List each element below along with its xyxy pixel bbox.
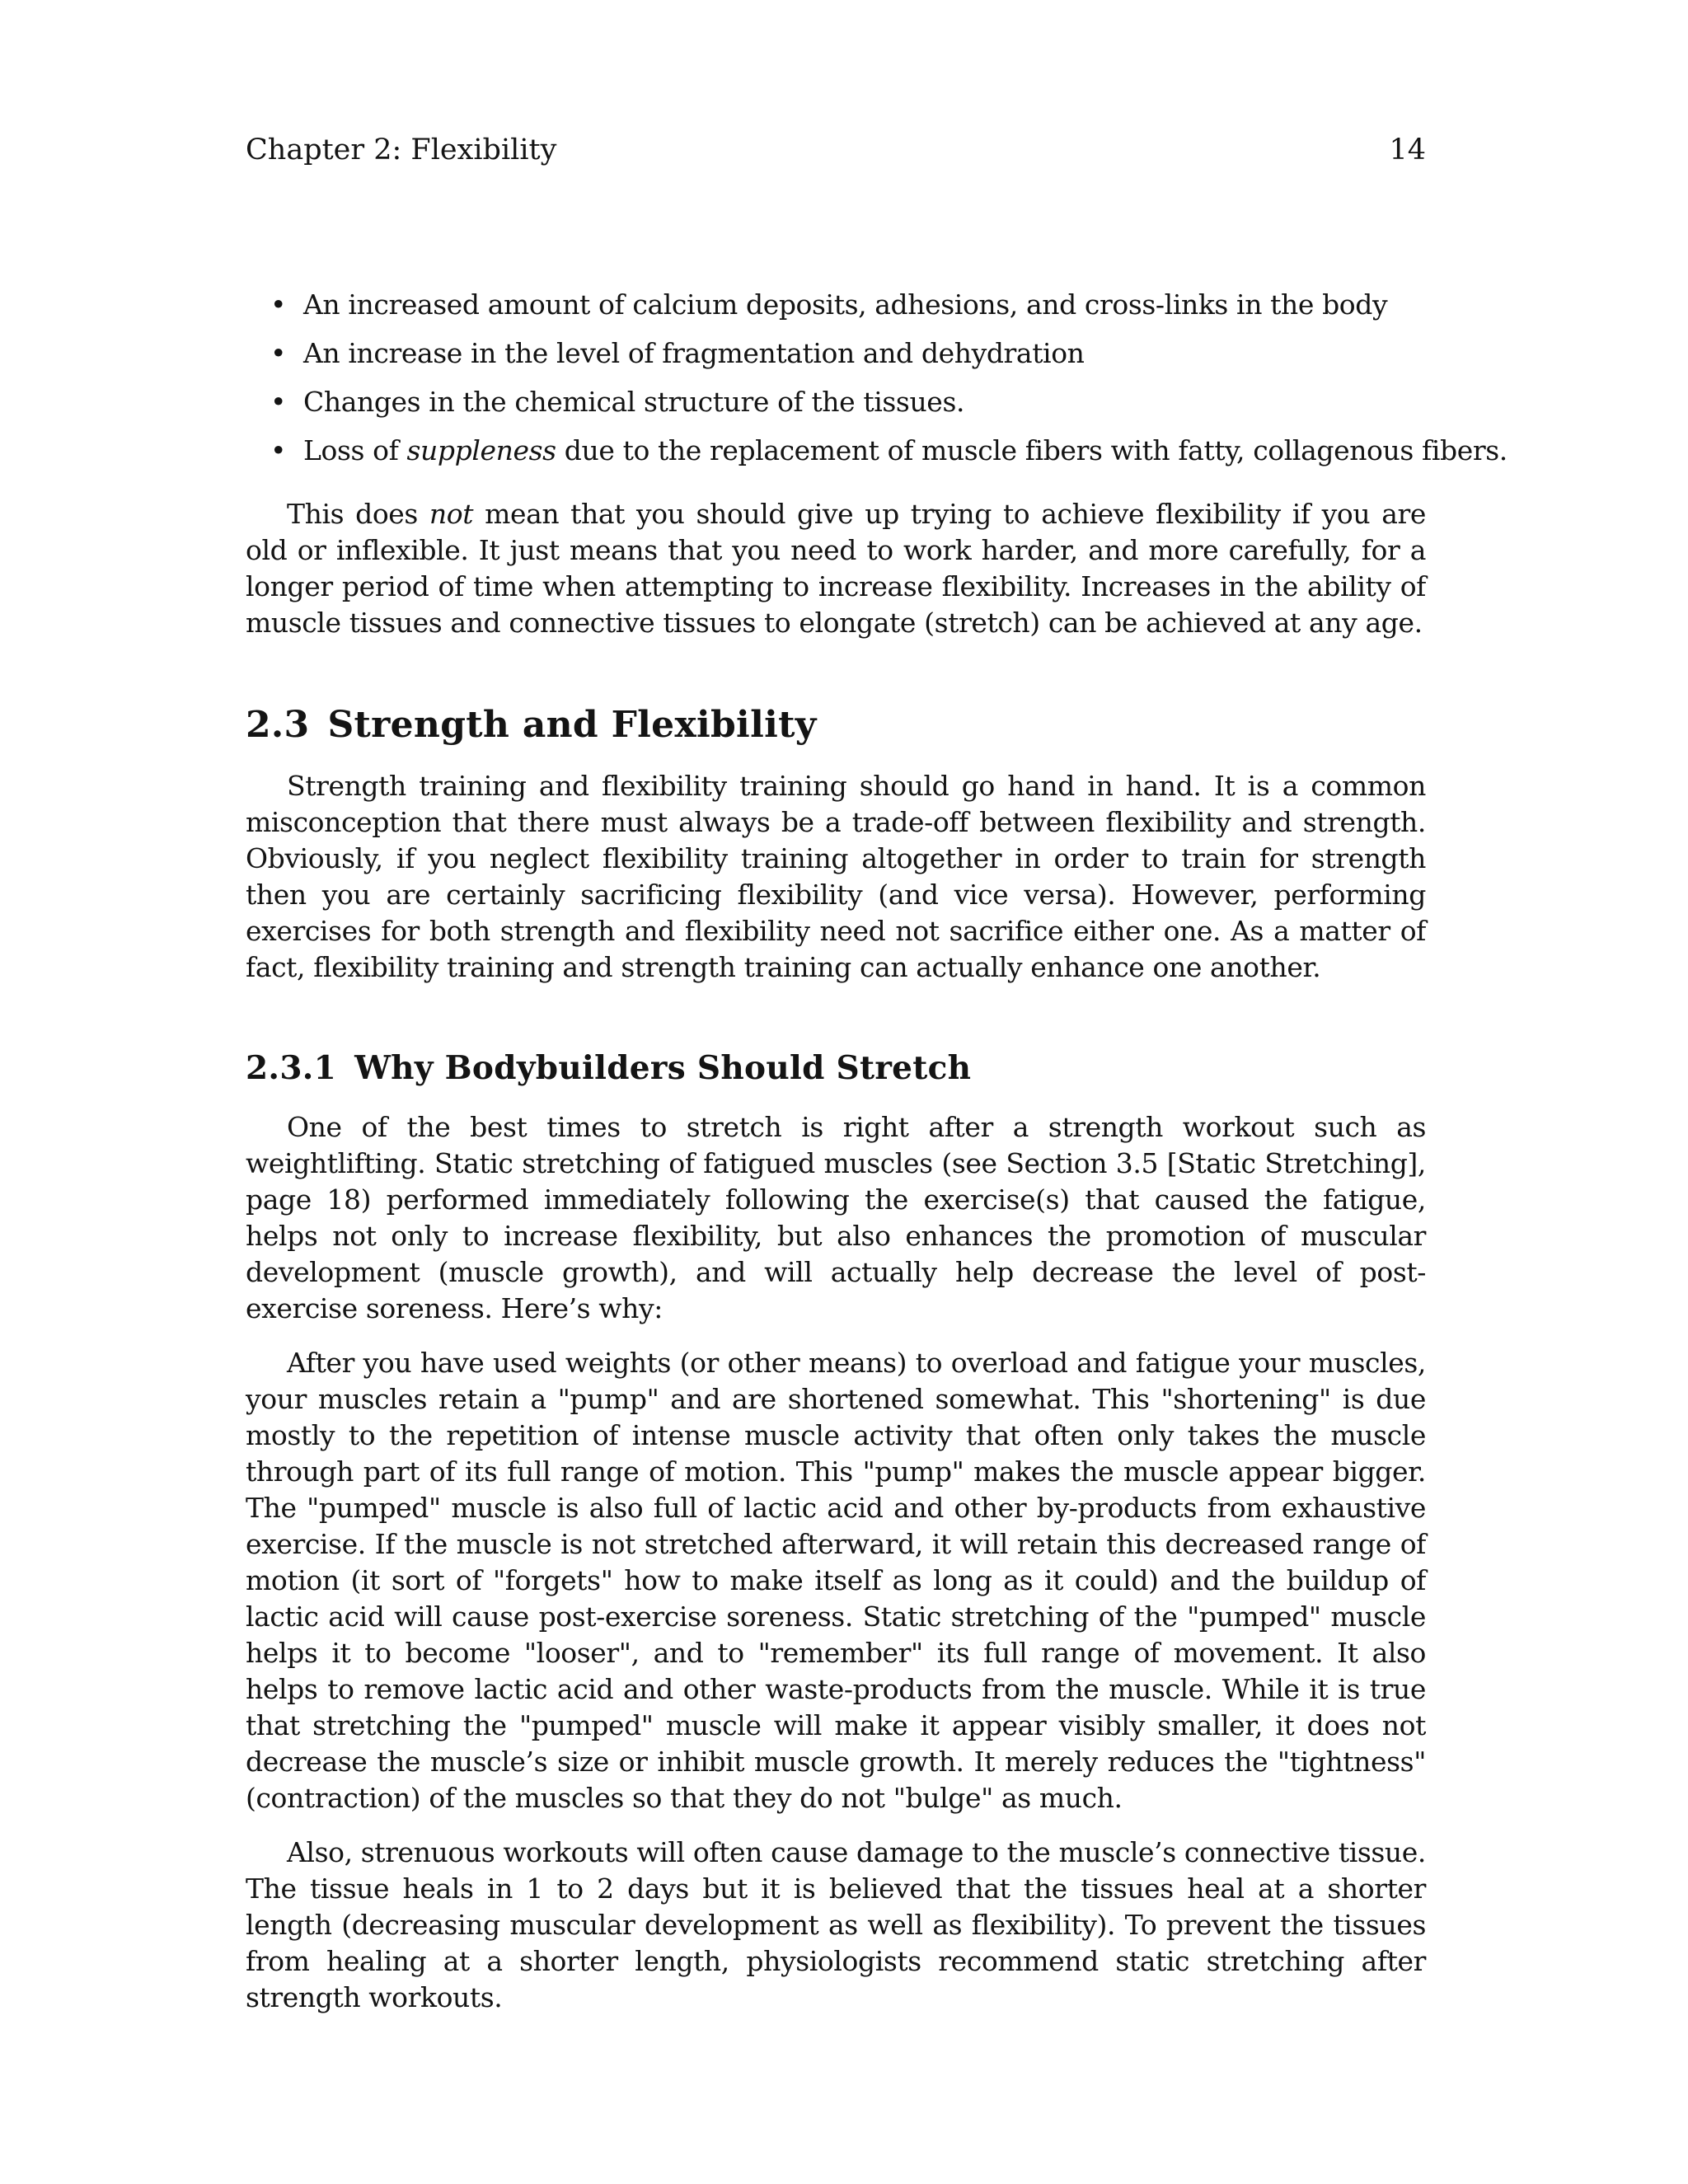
paragraph: Strength training and flexibility training should go hand in hand. It is a common misconception that there must always be a trade-off between flexibility and strength. Obviously, if you neglect flexibility training altogether in order to train for strength then you are certainly sacrificing flexibility (and vice versa). However, performing exercises for both strength and flexibility need not sacrifice either one. As a matter of fact, flexibility training and strength training can actually enhance one another. bbox=[246, 770, 1426, 983]
paragraph: After you have used weights (or other means) to overload and fatigue your muscles, your muscles retain a "pump" and are shortened somewhat. This "shortening" is due mostly to the repetition of intense muscle activity that often only takes the muscle through part of its full range of motion. This "pump" makes the muscle appear bigger. The "pumped" muscle is also full of lactic acid and other by-products from exhaustive exercise. If the muscle is not stretched afterward, it will retain this decreased range of motion (it sort of "forgets" how to make itself as long as it could) and the buildup of lactic acid will cause post-exercise soreness. Static stretching of the "pumped" muscle helps it to become "looser", and to "remember" its full range of movement. It also helps to remove lactic acid and other waste-products from the muscle. While it is true that stretching the "pumped" muscle will make it appear visibly smaller, it does not decrease the muscle’s size or inhibit muscle growth. It merely reduces the "tightness" (contraction) of the muscles so that they do not "bulge" as much. bbox=[246, 1347, 1426, 1814]
page-body bbox=[246, 280, 1507, 2016]
bullet-list bbox=[246, 280, 1507, 475]
paragraph: One of the best times to stretch is right after a strength workout such as weightlifting. Static stretching of fatigued muscles (see Section 3.5 [Static Stretching], page 18) performed immediately following the exercise(s) that caused the fatigue, helps not only to increase flexibility, but also enhances the promotion of muscular development (muscle growth), and will actually help decrease the level of post-exercise soreness. Here’s why: bbox=[246, 1111, 1426, 1324]
list-item: • An increased amount of calcium deposits, adhesions, and cross-links in the body bbox=[246, 280, 1426, 329]
bullet-icon: • bbox=[270, 288, 287, 321]
running-header bbox=[246, 129, 1426, 171]
chapter-title: Chapter 2: Flexibility bbox=[246, 134, 557, 166]
page-number: 14 bbox=[1389, 134, 1426, 166]
bullet-icon: • bbox=[270, 434, 287, 466]
paragraph: Also, strenuous workouts will often cause damage to the muscle’s connective tissue. The tissue heals in 1 to 2 days but it is believed that the tissues heal at a shorter length (decreasing muscular development as well as flexibility). To prevent the tissues from healing at a shorter length, physiologists recommend static stretching after strength workouts. bbox=[246, 1836, 1426, 2013]
list-item: • Loss of suppleness due to the replacement of muscle fibers with fatty, collagenous fibers. bbox=[246, 426, 1426, 475]
list-item: • An increase in the level of fragmentation and dehydration bbox=[246, 329, 1426, 377]
bullet-icon: • bbox=[270, 386, 287, 418]
list-item: • Changes in the chemical structure of the tissues. bbox=[246, 377, 1426, 426]
section-heading: 2.3 Strength and Flexibility bbox=[246, 704, 817, 746]
subsection-heading: 2.3.1 Why Bodybuilders Should Stretch bbox=[246, 1049, 972, 1087]
bullet-icon: • bbox=[270, 337, 287, 369]
paragraph: This does not mean that you should give up trying to achieve flexibility if you are old or inflexible. It just means that you need to work harder, and more carefully, for a longer period of time when attempting to increase flexibility. Increases in the ability of muscle tissues and connective tissues to elongate (stretch) can be achieved at any age. bbox=[246, 498, 1426, 639]
